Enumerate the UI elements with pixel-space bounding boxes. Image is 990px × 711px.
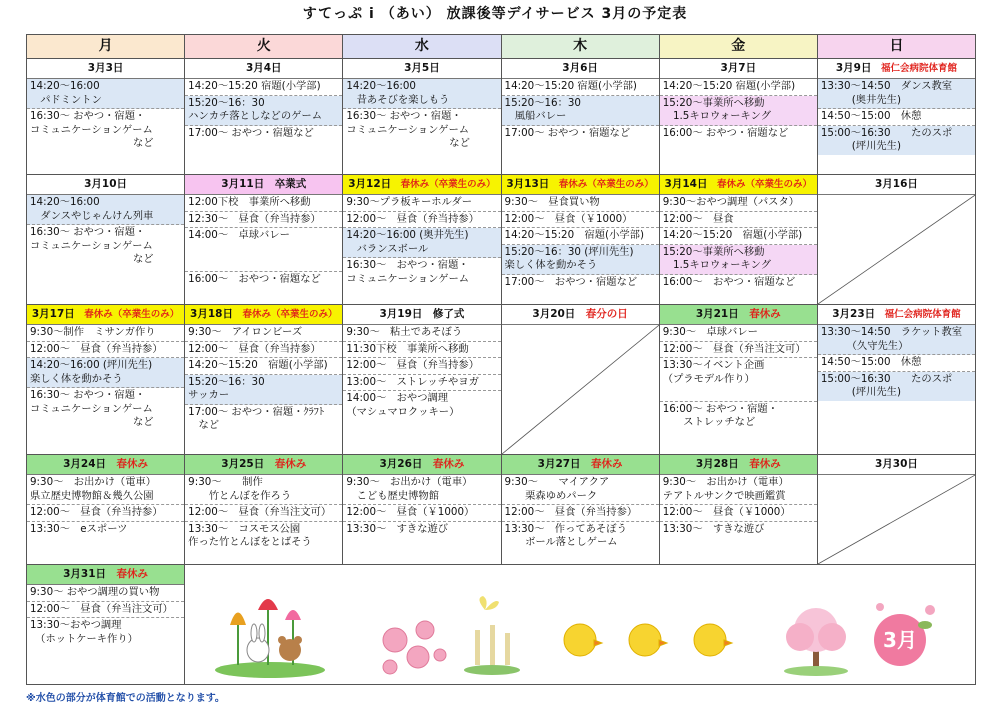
date-label: 3月25日 bbox=[221, 458, 265, 470]
activity-item: 13:30〜14:50 ラケット教室 （久守先生） bbox=[818, 325, 975, 355]
day-date bbox=[818, 455, 975, 475]
day-activities bbox=[660, 79, 817, 141]
day-cell bbox=[27, 565, 185, 685]
activity-item: 9:30〜 粘土であそぼう bbox=[343, 325, 500, 342]
day-date bbox=[502, 175, 659, 195]
activity-item: 16:30〜 おやつ・宿題・ コミュニケーションゲーム など bbox=[30, 110, 154, 149]
date-extra: 春休み（卒業生のみ） bbox=[707, 179, 812, 190]
tulip-bunny-bear-icon bbox=[215, 599, 325, 678]
activity-item: 13:30〜14:50 ダンス教室 (奥井先生) bbox=[818, 79, 975, 109]
activity-item: 9:30〜おやつ調理（パスタ） bbox=[660, 195, 817, 212]
activity-item: 9:30〜制作 ミサンガ作り bbox=[27, 325, 184, 342]
activity-item: 16:30〜 おやつ・宿題・ コミュニケーションゲーム など bbox=[30, 226, 154, 265]
activity-item: 12:00下校 事業所へ移動 bbox=[185, 195, 342, 212]
day-cell bbox=[185, 305, 343, 455]
date-label: 3月12日 bbox=[348, 178, 392, 190]
day-activities bbox=[660, 195, 817, 290]
day-activities bbox=[185, 195, 342, 287]
activity-item: 13:30〜おやつ調理 （ホットケーキ作り） bbox=[30, 619, 138, 645]
day-header-mon: 月 bbox=[27, 35, 185, 59]
activity-item: 9:30〜 おやつ調理の買い物 bbox=[27, 585, 184, 602]
activity-item: 9:30〜 昼食買い物 bbox=[502, 195, 659, 212]
day-activities bbox=[502, 475, 659, 551]
activity-item: 14:20〜15:20 宿題(小学部) bbox=[660, 79, 817, 96]
date-label: 3月11日 卒業式 bbox=[221, 178, 307, 190]
date-label: 3月26日 bbox=[379, 458, 423, 470]
butterfly-sprout-icon bbox=[464, 596, 520, 675]
date-label: 3月10日 bbox=[84, 178, 128, 190]
date-label: 3月17日 bbox=[31, 308, 75, 320]
date-extra: 春休み bbox=[422, 458, 465, 470]
day-activities bbox=[660, 325, 817, 431]
activity-item: 9:30〜 お出かけ（電車） テアトルサンクで映画鑑賞 bbox=[660, 475, 817, 505]
activity-item: 17:00〜 おやつ・宿題など bbox=[188, 126, 314, 139]
day-cell bbox=[660, 175, 818, 305]
day-date bbox=[502, 455, 659, 475]
date-extra: 福仁会病院体育館 bbox=[871, 63, 958, 74]
cherry-tree-icon bbox=[784, 608, 848, 676]
activity-item: 12:00〜 昼食（弁当注文可） bbox=[27, 602, 184, 619]
day-date bbox=[502, 59, 659, 79]
activity-item: 13:30〜イベント企画 （プラモデル作り） bbox=[660, 358, 817, 402]
date-extra: 春休み（卒業生のみ） bbox=[391, 179, 496, 190]
day-cell bbox=[185, 175, 343, 305]
date-extra: 春休み bbox=[738, 458, 781, 470]
activity-item: 12:30〜 昼食（弁当持参） bbox=[185, 212, 342, 229]
activity-item: 14:20〜15:20 宿題(小学部) bbox=[185, 358, 342, 375]
header-row bbox=[27, 35, 976, 59]
date-extra: 春休み bbox=[738, 308, 781, 320]
activity-item: 9:30〜 アイロンビーズ bbox=[185, 325, 342, 342]
activity-item: 12:00〜 昼食 bbox=[660, 212, 817, 229]
day-activities bbox=[343, 325, 500, 420]
day-activities bbox=[185, 79, 342, 141]
day-header-fri: 金 bbox=[660, 35, 818, 59]
date-extra: 春休み（卒業生のみ） bbox=[549, 179, 654, 190]
activity-item: 15:00〜16:30 たのスポ (坪川先生) bbox=[818, 126, 975, 155]
activity-item: 16:30〜 おやつ・宿題・ コミュニケーションゲーム など bbox=[30, 389, 154, 428]
date-extra: 春休み（卒業生のみ） bbox=[74, 309, 180, 320]
date-label: 3月6日 bbox=[562, 62, 598, 74]
spring-illustrations bbox=[200, 585, 960, 685]
day-header-thu: 木 bbox=[502, 35, 660, 59]
activity-item: 17:00〜 おやつ・宿題・ｸﾗﾌﾄ など bbox=[188, 405, 325, 431]
page-title: すてっぷ i （あい） 放課後等デイサービス 3月の予定表 bbox=[302, 6, 688, 22]
activity-item: 12:00〜 昼食（弁当持参） bbox=[27, 342, 184, 359]
day-cell bbox=[27, 59, 185, 175]
day-cell bbox=[502, 305, 660, 455]
activity-item: 16:00〜 おやつ・宿題など bbox=[662, 275, 796, 288]
date-label: 3月19日 修了式 bbox=[379, 308, 465, 320]
activity-item: 11:30下校 事業所へ移動 bbox=[343, 342, 500, 359]
day-cell bbox=[660, 305, 818, 455]
date-label: 3月23日 bbox=[832, 308, 876, 320]
day-cell bbox=[502, 455, 660, 565]
day-date bbox=[818, 59, 975, 79]
day-cell bbox=[502, 59, 660, 175]
day-activities bbox=[27, 325, 184, 431]
date-label: 3月21日 bbox=[695, 308, 739, 320]
day-cell bbox=[660, 59, 818, 175]
date-label: 3月31日 bbox=[63, 568, 107, 580]
activity-item: 16:30〜 おやつ・宿題・ コミュニケーションゲーム bbox=[346, 259, 470, 285]
activity-item: 9:30〜 マイアクア 栗森ゆめパーク bbox=[502, 475, 659, 505]
footnote: ※水色の部分が体育館での活動となります。 bbox=[26, 693, 225, 704]
activity-item: 15:20〜事業所へ移動 1.5キロウォーキング bbox=[660, 245, 817, 275]
day-cell bbox=[818, 455, 976, 565]
day-cell bbox=[818, 59, 976, 175]
day-activities bbox=[502, 79, 659, 141]
day-date bbox=[343, 455, 500, 475]
activity-item: 9:30〜 卓球バレー bbox=[660, 325, 817, 342]
day-cell bbox=[343, 455, 501, 565]
activity-item: 14:20〜16:00 ダンスやじゃんけん列車 bbox=[27, 195, 184, 225]
week-row bbox=[27, 455, 976, 565]
day-cell bbox=[27, 175, 185, 305]
date-extra: 福仁会病院体育館 bbox=[875, 309, 961, 320]
day-header-sun: 日 bbox=[818, 35, 976, 59]
day-header-tue: 火 bbox=[185, 35, 343, 59]
day-activities bbox=[27, 195, 184, 268]
activity-item: 9:30〜 お出かけ（電車） 県立歴史博物館＆幾久公園 bbox=[27, 475, 184, 505]
day-cell bbox=[185, 455, 343, 565]
activity-item: 12:00〜 昼食（￥1000） bbox=[343, 505, 500, 522]
day-date bbox=[27, 565, 184, 585]
chicks-icon bbox=[564, 624, 732, 656]
day-activities bbox=[818, 79, 975, 155]
day-date bbox=[27, 175, 184, 195]
day-activities bbox=[343, 79, 500, 152]
activity-item: 14:20〜15:20 宿題(小学部) bbox=[660, 228, 817, 245]
day-date bbox=[27, 305, 184, 325]
day-date bbox=[660, 305, 817, 325]
day-cell bbox=[818, 175, 976, 305]
activity-item: 15:20〜16：30 サッカー bbox=[185, 375, 342, 405]
day-date bbox=[818, 175, 975, 195]
date-label: 3月13日 bbox=[506, 178, 550, 190]
date-label: 3月18日 bbox=[190, 308, 233, 320]
day-cell bbox=[818, 305, 976, 455]
date-extra: 春休み（卒業生のみ） bbox=[232, 309, 338, 320]
day-date bbox=[502, 305, 659, 325]
activity-item: 13:30〜 eスポーツ bbox=[30, 522, 128, 535]
activity-item: 12:00〜 昼食（弁当持参） bbox=[502, 505, 659, 522]
activity-item: 14:20〜16:00 (奥井先生) バランスボール bbox=[343, 228, 500, 258]
date-label: 3月3日 bbox=[87, 62, 124, 74]
day-date bbox=[185, 59, 342, 79]
day-date bbox=[185, 455, 342, 475]
date-label: 3月5日 bbox=[404, 62, 440, 74]
activity-item: 13:00〜 ストレッチやヨガ bbox=[343, 375, 500, 392]
day-header-wed: 水 bbox=[343, 35, 501, 59]
day-date bbox=[660, 455, 817, 475]
activity-item: 14:50〜15:00 休憩 bbox=[818, 355, 975, 372]
activity-item: 17:00〜 おやつ・宿題など bbox=[504, 275, 638, 288]
activity-item: 12:00〜 昼食（弁当持参） bbox=[27, 505, 184, 522]
day-date bbox=[818, 305, 975, 325]
activity-item: 9:30〜 制作 竹とんぼを作ろう bbox=[185, 475, 342, 505]
activity-item: 15:20〜16：30 (坪川先生) 楽しく体を動かそう bbox=[502, 245, 659, 275]
day-date bbox=[660, 59, 817, 79]
activity-item: 9:30〜 お出かけ（電車） こども歴史博物館 bbox=[343, 475, 500, 505]
activity-item: 14:50〜15:00 休憩 bbox=[818, 109, 975, 126]
date-label: 3月28日 bbox=[695, 458, 739, 470]
day-cell bbox=[27, 455, 185, 565]
day-activities bbox=[502, 195, 659, 290]
date-label: 3月4日 bbox=[245, 62, 282, 74]
day-date bbox=[660, 175, 817, 195]
activity-item: 13:30〜 作ってあそぼう ボール落としゲーム bbox=[504, 522, 627, 548]
day-activities bbox=[27, 475, 184, 537]
date-label: 3月9日 bbox=[835, 62, 872, 74]
closed-diagonal bbox=[818, 195, 975, 304]
day-activities bbox=[343, 475, 500, 537]
closed-diagonal bbox=[502, 325, 659, 454]
day-cell bbox=[343, 305, 501, 455]
day-cell bbox=[502, 175, 660, 305]
date-extra: 春休み bbox=[580, 458, 623, 470]
activity-item: 16:00〜 おやつ・宿題など bbox=[662, 126, 789, 139]
day-date bbox=[343, 175, 500, 195]
day-activities bbox=[27, 79, 184, 152]
week-row bbox=[27, 175, 976, 305]
activity-item: 15:20〜事業所へ移動 1.5キロウォーキング bbox=[660, 96, 817, 126]
activity-item: 14:00〜 卓球バレー bbox=[185, 228, 342, 272]
date-label: 3月30日 bbox=[874, 458, 918, 470]
activity-item: 12:00〜 昼食（弁当持参） bbox=[343, 212, 500, 229]
activity-item: 14:20〜15:20 宿題(小学部) bbox=[502, 228, 659, 245]
activity-item: 12:00〜 昼食（弁当持参） bbox=[185, 342, 342, 359]
activity-item: 13:30〜 コスモス公園 作った竹とんぼをとばそう bbox=[188, 522, 312, 548]
closed-diagonal bbox=[818, 475, 975, 564]
activity-item: 12:00〜 昼食（弁当注文可） bbox=[185, 505, 342, 522]
activity-item: 14:20〜15:20 宿題(小学部) bbox=[502, 79, 659, 96]
activity-item: 14:20〜16:00 昔あそびを楽しもう bbox=[343, 79, 500, 109]
day-cell bbox=[185, 59, 343, 175]
activity-item: 16:00〜 おやつ・宿題・ ストレッチなど bbox=[662, 402, 779, 428]
activity-item: 14:20〜16:00 (坪川先生) 楽しく体を動かそう bbox=[27, 358, 184, 388]
day-date bbox=[27, 455, 184, 475]
day-date bbox=[185, 305, 342, 325]
day-activities bbox=[660, 475, 817, 537]
date-label: 3月20日 bbox=[532, 308, 576, 320]
activity-item: 12:00〜 昼食（弁当注文可） bbox=[660, 342, 817, 359]
date-extra: 春休み bbox=[106, 458, 149, 470]
day-activities bbox=[818, 325, 975, 401]
week-row bbox=[27, 305, 976, 455]
day-date bbox=[27, 59, 184, 79]
march-badge-icon bbox=[874, 603, 935, 666]
day-activities bbox=[185, 325, 342, 434]
activity-item: 15:20〜16：30 風船バレー bbox=[502, 96, 659, 126]
activity-item: 16:30〜 おやつ・宿題・ コミュニケーションゲーム など bbox=[346, 110, 470, 149]
day-activities bbox=[185, 475, 342, 551]
march-badge-text: 3月 bbox=[883, 628, 917, 652]
date-label: 3月14日 bbox=[664, 178, 708, 190]
date-label: 3月7日 bbox=[720, 62, 757, 74]
date-extra: 春休み bbox=[264, 458, 307, 470]
day-cell bbox=[343, 59, 501, 175]
activity-item: 17:00〜 おやつ・宿題など bbox=[504, 126, 631, 139]
activity-item: 9:30〜プラ板キーホルダー bbox=[343, 195, 500, 212]
date-extra: 春休み bbox=[106, 568, 149, 580]
activity-item: 15:20〜16：30 ハンカチ落としなどのゲーム bbox=[185, 96, 342, 126]
activity-item: 14:00〜 おやつ調理 （マシュマロクッキー） bbox=[346, 392, 460, 418]
activity-item: 12:00〜 昼食（弁当持参） bbox=[343, 358, 500, 375]
week-row bbox=[27, 59, 976, 175]
day-cell bbox=[343, 175, 501, 305]
activity-item: 13:30〜 すきな遊び bbox=[346, 522, 449, 535]
day-cell bbox=[660, 455, 818, 565]
date-extra: 春分の日 bbox=[575, 308, 628, 320]
day-activities bbox=[343, 195, 500, 287]
activity-item: 14:20〜16:00 パドミントン bbox=[27, 79, 184, 109]
day-activities bbox=[27, 585, 184, 647]
date-label: 3月24日 bbox=[63, 458, 107, 470]
day-date bbox=[185, 175, 342, 195]
activity-item: 16:00〜 おやつ・宿題など bbox=[188, 272, 321, 285]
activity-item: 12:00〜 昼食（￥1000） bbox=[502, 212, 659, 229]
day-date bbox=[343, 59, 500, 79]
date-label: 3月27日 bbox=[537, 458, 581, 470]
sakura-icon bbox=[383, 621, 446, 674]
activity-item: 12:00〜 昼食（￥1000） bbox=[660, 505, 817, 522]
activity-item: 13:30〜 すきな遊び bbox=[662, 522, 765, 535]
activity-item: 14:20〜15:20 宿題(小学部) bbox=[185, 79, 342, 96]
date-label: 3月16日 bbox=[874, 178, 918, 190]
day-date bbox=[343, 305, 500, 325]
activity-item: 15:00〜16:30 たのスポ (坪川先生) bbox=[818, 372, 975, 401]
day-cell bbox=[27, 305, 185, 455]
